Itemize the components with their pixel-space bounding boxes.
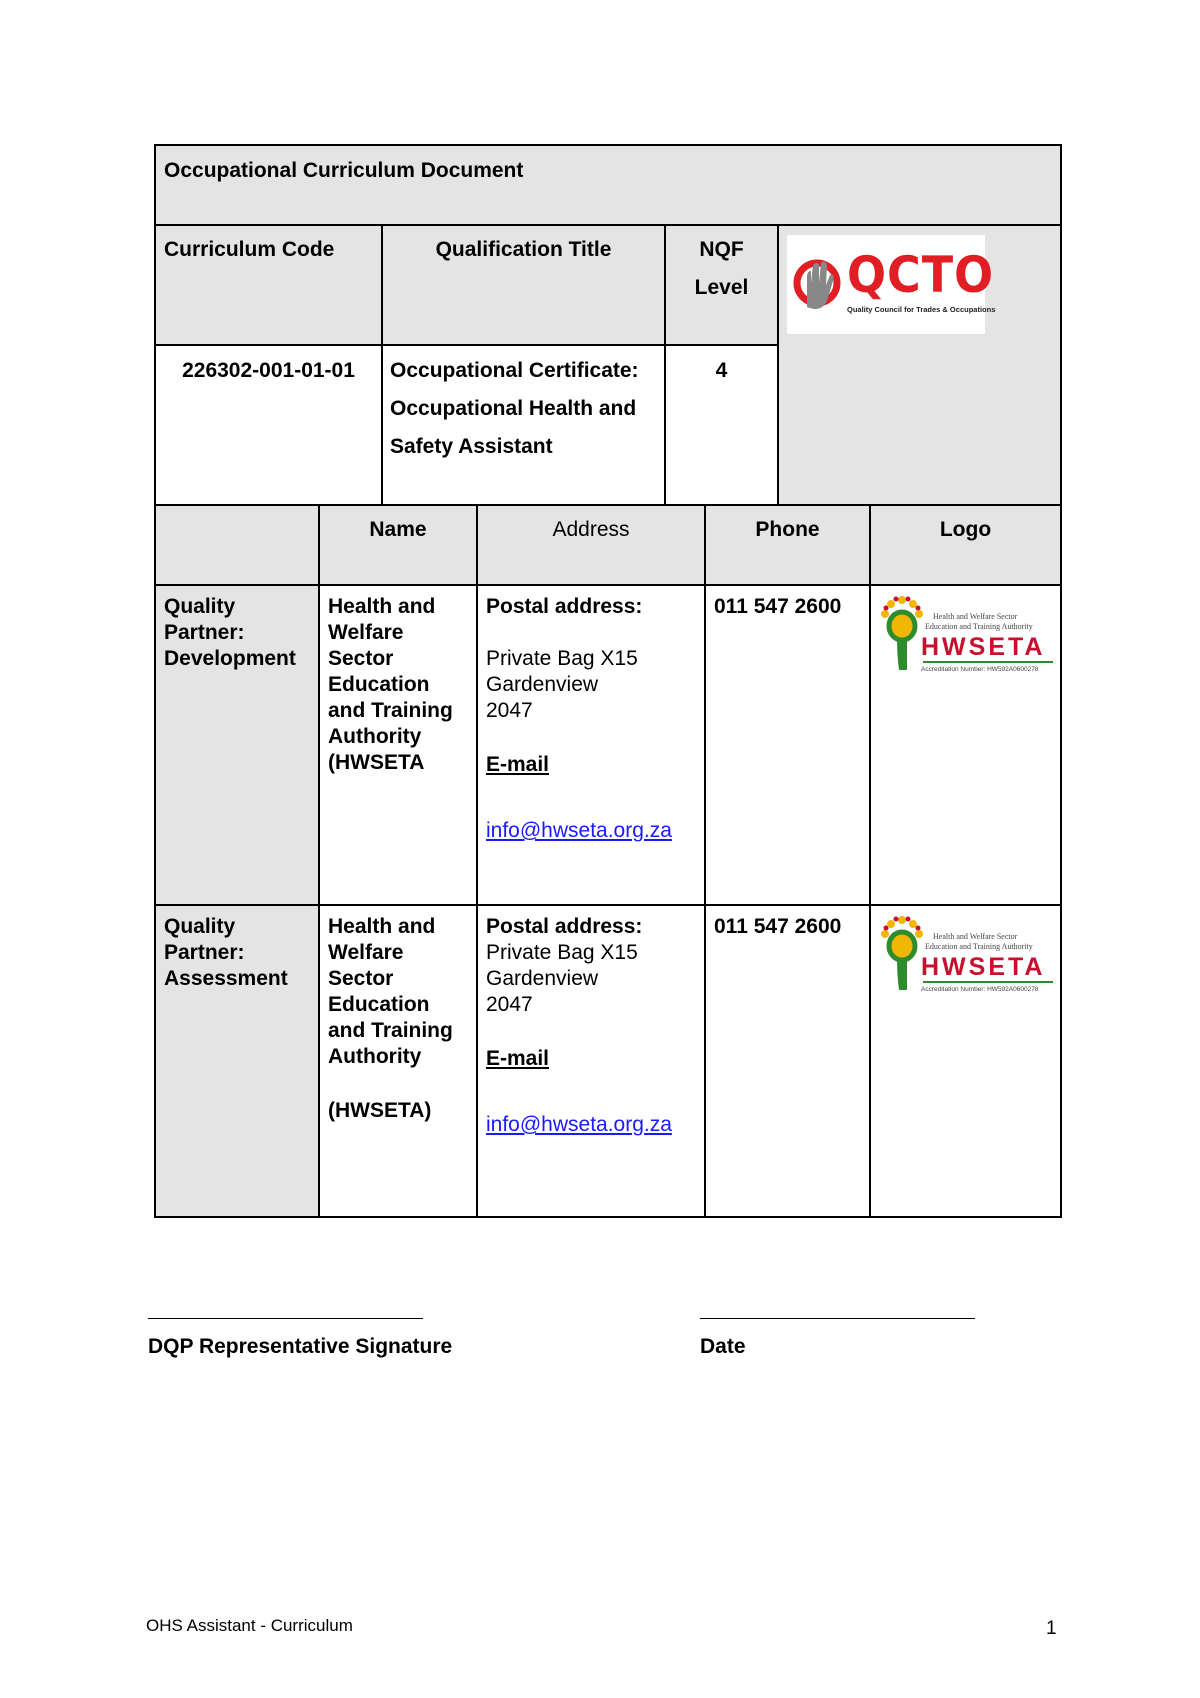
qcto-logo-text: QCTO <box>847 246 995 304</box>
row-assessment-label-cell <box>154 904 320 1218</box>
signature-label: DQP Representative Signature <box>148 1335 453 1358</box>
row-label: Development <box>164 647 296 670</box>
address-line: 2047 <box>486 699 533 722</box>
partner-name-line: Welfare <box>328 941 404 964</box>
partner-name-line: Health and <box>328 915 436 938</box>
partner-name-line: Health and <box>328 595 436 618</box>
curriculum-code: 226302-001-01-01 <box>182 359 355 382</box>
hwseta-underline <box>923 981 1053 983</box>
signature-line <box>148 1318 423 1319</box>
row-assessment-address-cell <box>476 904 706 1218</box>
hwseta-logo-text: HWSETA <box>921 633 1046 661</box>
partners-header-name <box>318 504 478 586</box>
footer-text: OHS Assistant - Curriculum <box>146 1616 353 1635</box>
email-link[interactable]: info@hwseta.org.za <box>486 1113 672 1136</box>
partners-header-address <box>476 504 706 586</box>
hwseta-subtitle-1: Health and Welfare Sector <box>933 932 1018 941</box>
date-line <box>700 1318 975 1319</box>
col-nqf-line1: NQF <box>699 238 744 261</box>
hwseta-emblem-icon <box>879 594 925 674</box>
hwseta-emblem-icon <box>879 914 925 994</box>
header-nqf-cell <box>664 224 779 346</box>
phone-number: 011 547 2600 <box>714 915 842 938</box>
qualification-title-line3: Safety Assistant <box>390 435 553 458</box>
address-line: Gardenview <box>486 967 599 990</box>
partner-name-line: (HWSETA <box>328 751 425 774</box>
email-label: E-mail <box>486 753 550 776</box>
row-development-logo-cell <box>869 584 1062 906</box>
page-number: 1 <box>1046 1618 1057 1639</box>
qcto-hand-icon <box>793 251 841 317</box>
address-line: Gardenview <box>486 673 599 696</box>
nqf-level: 4 <box>715 359 728 382</box>
partner-name-line: Education <box>328 993 430 1016</box>
partners-header-blank <box>154 504 320 586</box>
nqf-value-cell <box>664 344 779 506</box>
doc-title-cell <box>154 144 1062 226</box>
hwseta-subtitle-1: Health and Welfare Sector <box>933 612 1018 621</box>
phone-number: 011 547 2600 <box>714 595 842 618</box>
col-phone: Phone <box>755 518 820 541</box>
partner-name-line: and Training <box>328 699 453 722</box>
partners-header-logo <box>869 504 1062 586</box>
row-development-label-cell <box>154 584 320 906</box>
doc-title: Occupational Curriculum Document <box>164 159 524 182</box>
row-development-phone-cell <box>704 584 871 906</box>
hwseta-accreditation: Accreditation Number: HW592A0600278 <box>921 986 1039 993</box>
row-development-address-cell <box>476 584 706 906</box>
partner-name-line: Authority <box>328 1045 422 1068</box>
postal-address-label: Postal address: <box>486 595 643 618</box>
col-curriculum-code: Curriculum Code <box>164 238 335 261</box>
qualification-title-line2: Occupational Health and <box>390 397 637 420</box>
header-logo-cell <box>777 224 1062 506</box>
email-label: E-mail <box>486 1047 550 1070</box>
row-assessment-name-cell <box>318 904 478 1218</box>
row-development-name-cell <box>318 584 478 906</box>
postal-address-label: Postal address: <box>486 915 643 938</box>
col-logo: Logo <box>939 518 992 541</box>
row-assessment-logo-cell <box>869 904 1062 1218</box>
email-link[interactable]: info@hwseta.org.za <box>486 819 672 842</box>
row-label: Quality <box>164 595 236 618</box>
code-value-cell <box>154 344 383 506</box>
partner-name-line: Welfare <box>328 621 404 644</box>
partner-name-line: Sector <box>328 647 394 670</box>
hwseta-logo <box>879 594 1055 686</box>
row-assessment-phone-cell <box>704 904 871 1218</box>
partners-header-phone <box>704 504 871 586</box>
qualification-title-line1: Occupational Certificate: <box>390 359 639 382</box>
hwseta-logo-text: HWSETA <box>921 953 1046 981</box>
partner-name-line: (HWSETA) <box>328 1099 432 1122</box>
qcto-logo <box>787 235 996 334</box>
qcto-tagline: Quality Council for Trades & Occupations <box>847 305 996 314</box>
header-title-cell <box>381 224 666 346</box>
partner-name-line: Authority <box>328 725 422 748</box>
row-label: Partner: <box>164 621 245 644</box>
row-label: Assessment <box>164 967 288 990</box>
address-line: Private Bag X15 <box>486 941 638 964</box>
header-code-cell <box>154 224 383 346</box>
col-address: Address <box>552 518 630 541</box>
row-label: Quality <box>164 915 236 938</box>
hwseta-underline <box>923 661 1053 663</box>
col-nqf-line2: Level <box>694 276 749 299</box>
col-name: Name <box>369 518 427 541</box>
hwseta-subtitle-2: Education and Training Authority <box>925 942 1033 951</box>
partner-name-line: Education <box>328 673 430 696</box>
hwseta-accreditation: Accreditation Number: HW592A0600278 <box>921 666 1039 673</box>
hwseta-subtitle-2: Education and Training Authority <box>925 622 1033 631</box>
row-label: Partner: <box>164 941 245 964</box>
col-qualification-title: Qualification Title <box>435 238 612 261</box>
address-line: Private Bag X15 <box>486 647 638 670</box>
date-label: Date <box>700 1335 746 1358</box>
partner-name-line: and Training <box>328 1019 453 1042</box>
hwseta-logo <box>879 914 1055 1006</box>
partner-name-line: Sector <box>328 967 394 990</box>
title-value-cell <box>381 344 666 506</box>
address-line: 2047 <box>486 993 533 1016</box>
